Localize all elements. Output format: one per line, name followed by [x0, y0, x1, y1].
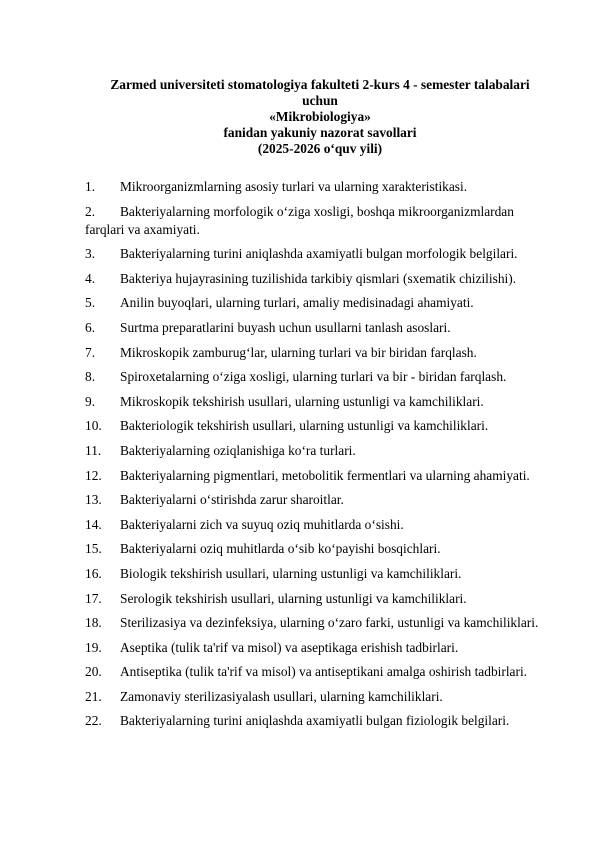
- question-item: [85, 294, 555, 312]
- question-text: Aseptika (tulik ta'rif va misol) va aseptikaga erishish tadbirlari.: [120, 639, 459, 655]
- question-number: 19.: [85, 639, 102, 655]
- question-number: 13.: [85, 492, 102, 508]
- question-item: [85, 688, 555, 706]
- question-item: [85, 442, 555, 460]
- question-item: [85, 540, 555, 558]
- title-line-2: uchun: [302, 93, 338, 108]
- title-line-5: (2025-2026 oʻquv yili): [257, 141, 383, 156]
- question-item: [85, 663, 555, 681]
- question-item: [85, 270, 555, 288]
- question-text: Mikroorganizmlarning asosiy turlari va ularning xarakteristikasi.: [120, 179, 468, 194]
- question-text: Bakteriyalarni oʻstirishda zarur sharoitlar.: [120, 492, 344, 508]
- question-text: Bakteriyalarning oziqlanishiga koʻra turlari.: [120, 442, 356, 458]
- question-number: 5.: [85, 295, 96, 311]
- question-text: Bakteriyalarning turini aniqlashda axamiyatli bulgan morfologik belgilari.: [120, 246, 518, 262]
- question-number: 4.: [85, 270, 96, 286]
- question-text: Zamonaviy sterilizasiyalash usullari, ularning kamchiliklari.: [120, 688, 443, 704]
- question-item: [85, 590, 555, 608]
- question-number: 8.: [85, 369, 96, 385]
- question-item: [85, 467, 555, 485]
- question-number: 20.: [85, 664, 102, 680]
- question-text: Bakteriyalarning turini aniqlashda axamiyatli bulgan fiziologik belgilari.: [120, 713, 510, 729]
- question-number: 18.: [85, 615, 102, 631]
- question-text: Spiroxetalarning oʻziga xosligi, ularning turlari va bir - biridan farqlash.: [120, 369, 507, 385]
- question-number: 14.: [85, 516, 102, 532]
- question-number: 2.: [85, 203, 96, 219]
- question-item: [85, 368, 555, 386]
- question-item: [85, 344, 555, 362]
- question-item: [85, 319, 555, 337]
- question-text: Bakteriologik tekshirish usullari, ularning ustunligi va kamchiliklari.: [120, 418, 489, 434]
- question-number: 11.: [85, 442, 102, 458]
- question-text: Antiseptika (tulik ta'rif va misol) va antiseptikani amalga oshirish tadbirlari.: [120, 664, 528, 680]
- question-text: Bakteriyalarning morfologik oʻziga xosligi, boshqa mikroorganizmlardan farqlari va axamiyati.: [85, 203, 514, 237]
- question-text: Sterilizasiya va dezinfeksiya, ularning oʻzaro farki, ustunligi va kamchiliklari.: [120, 615, 539, 631]
- question-text: Serologik tekshirish usullari, ularning ustunligi va kamchiliklari.: [120, 590, 467, 606]
- question-item: [85, 516, 555, 534]
- question-text: Bakteriya hujayrasining tuzilishida tarkibiy qismlari (sxematik chizilishi).: [120, 270, 517, 286]
- question-item: [85, 491, 555, 509]
- question-text: Mikroskopik zamburugʻlar, ularning turlari va bir biridan farqlash.: [120, 344, 477, 360]
- question-item: [85, 203, 555, 239]
- question-text: Biologik tekshirish usullari, ularning ustunligi va kamchiliklari.: [120, 565, 462, 581]
- question-item: [85, 614, 555, 632]
- question-text: Mikroskopik tekshirish usullari, ularning ustunligi va kamchiliklari.: [120, 393, 484, 409]
- question-number: 17.: [85, 590, 102, 606]
- question-item: [85, 712, 555, 730]
- question-text: Anilin buyoqlari, ularning turlari, amaliy medisinadagi ahamiyati.: [120, 295, 474, 311]
- document-title: [80, 77, 560, 157]
- question-number: 22.: [85, 713, 102, 729]
- title-line-1: Zarmed universiteti stomatologiya fakulteti 2-kurs 4 - semester talabalari: [110, 77, 530, 92]
- question-number: 7.: [85, 344, 96, 360]
- question-number: 15.: [85, 541, 102, 557]
- question-text: Bakteriyalarning pigmentlari, metobolitik fermentlari va ularning ahamiyati.: [120, 467, 530, 483]
- question-item: [85, 417, 555, 435]
- question-text: Surtma preparatlarini buyash uchun usullarni tanlash asoslari.: [120, 319, 451, 335]
- question-text: Bakteriyalarni zich va suyuq oziq muhitlarda oʻsishi.: [120, 516, 404, 532]
- question-number: 21.: [85, 688, 102, 704]
- question-number: 16.: [85, 565, 102, 581]
- question-number: 10.: [85, 418, 102, 434]
- title-line-4: fanidan yakuniy nazorat savollari: [223, 125, 417, 140]
- question-number: 1.: [85, 179, 96, 194]
- question-list: [85, 178, 555, 737]
- question-number: 9.: [85, 393, 96, 409]
- question-number: 3.: [85, 246, 96, 262]
- question-text: Bakteriyalarni oziq muhitlarda oʻsib koʻpayishi bosqichlari.: [120, 541, 441, 557]
- question-item: [85, 178, 555, 196]
- title-line-3: «Mikrobiologiya»: [269, 109, 371, 124]
- question-item: [85, 639, 555, 657]
- question-number: 6.: [85, 319, 96, 335]
- question-item: [85, 565, 555, 583]
- question-item: [85, 245, 555, 263]
- question-number: 12.: [85, 467, 102, 483]
- question-item: [85, 393, 555, 411]
